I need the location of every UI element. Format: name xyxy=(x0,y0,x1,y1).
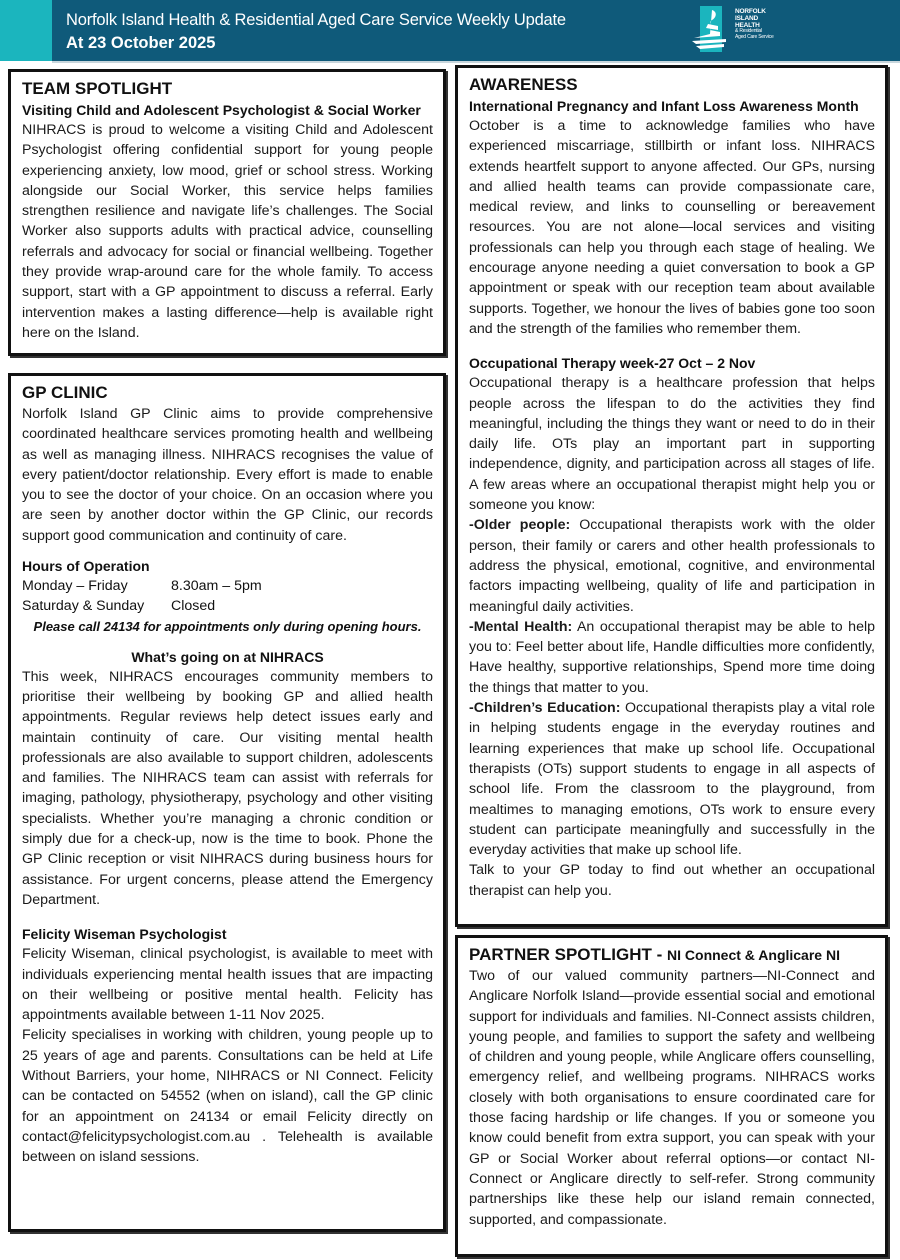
hours-time: 8.30am – 5pm xyxy=(171,578,262,595)
ot-closing: Talk to your GP today to find out whether an occupational therapist can help you. xyxy=(469,862,875,899)
partner-names: NI Connect & Anglicare NI xyxy=(667,947,840,963)
header-accent-block xyxy=(0,0,52,61)
ot-week-heading: Occupational Therapy week-27 Oct – 2 Nov xyxy=(469,355,756,372)
telehealth-text: . Telehealth is available between on island sessions. xyxy=(22,1128,433,1166)
hours-row xyxy=(22,576,433,596)
header-banner xyxy=(0,0,900,61)
header-divider xyxy=(52,61,900,63)
nihracs-logo-icon xyxy=(690,6,732,52)
hours-days: Monday – Friday xyxy=(22,578,128,595)
logo-wordmark: NORFOLK ISLAND HEALTH & Residential Aged Care Service xyxy=(735,8,774,40)
ot-item-text: An occupational therapist may be able to help you to: Feel better about life, Handle difficulties more confidently, Have healthy, supportive relationships, Spend more time doing the things that matter to you. xyxy=(469,618,875,696)
newsletter-title: Norfolk Island Health & Residential Aged Care Service Weekly Update xyxy=(66,11,566,29)
ot-item-mental-health xyxy=(469,617,875,698)
team-spotlight-subtitle: Visiting Child and Adolescent Psychologist & Social Worker xyxy=(22,102,421,118)
ot-item-label: -Older people: xyxy=(469,517,571,534)
partner-spotlight-section xyxy=(455,935,888,1257)
hours-days: Saturday & Sunday xyxy=(22,598,145,615)
awareness-subtitle: International Pregnancy and Infant Loss Awareness Month xyxy=(469,98,859,114)
gp-clinic-body: Norfolk Island GP Clinic aims to provide comprehensive coordinated healthcare services promoting health and wellbeing as well as managing illness. NIHRACS recognises the value of every patient/doctor relationship. Every effort is made to enable you to see the doctor of your choice. On an occasion where you are seen by another doctor within the GP Clinic, our records support good communication and continuity of care. xyxy=(22,406,433,544)
team-spotlight-title: TEAM SPOTLIGHT xyxy=(22,79,173,98)
ot-item-label: -Mental Health: xyxy=(469,618,573,635)
team-spotlight-section xyxy=(8,69,446,356)
hours-heading: Hours of Operation xyxy=(22,558,150,575)
partner-spotlight-label: PARTNER SPOTLIGHT - xyxy=(469,945,668,964)
whats-on-body: This week, NIHRACS encourages community members to prioritise their wellbeing by booking GP and allied health appointments. Regular reviews help detect issues early and maintain continuity of care. Our visiting mental health professionals are also available to support children, adolescents and families. The NIHRACS team can assist with referrals for imaging, pathology, physiotherapy, psychology and other visiting specialists. Whether you’re managing a chronic condition or simply due for a check-up, now is the time to book. Phone the GP Clinic reception or visit NIHRACS during business hours for assistance. For urgent concerns, please attend the Emergency Department. xyxy=(22,668,433,908)
hours-row xyxy=(22,596,433,616)
awareness-title: AWARENESS xyxy=(469,75,578,94)
psychologist-body-1: Felicity Wiseman, clinical psychologist, is available to meet with individuals experiencing mental health issues that are impacting on their wellbeing or positive mental health. Felicity has appointments available between 1-11 Nov 2025. xyxy=(22,946,433,1024)
ot-item-text: Occupational therapists work with the older person, their family or carers and other health professionals to address the physical, emotional, cognitive, and environmental factors impacting wellbeing, quality of life and participation in meaningful daily activities. xyxy=(469,517,875,615)
psychologist-heading: Felicity Wiseman Psychologist xyxy=(22,926,227,943)
gp-clinic-section xyxy=(8,373,446,1232)
whats-on-heading: What’s going on at NIHRACS xyxy=(131,648,324,665)
team-spotlight-body: NIHRACS is proud to welcome a visiting Child and Adolescent Psychologist offering confidential support for young people experiencing anxiety, low mood, grief or school stress. Working alongside our Social Worker, this service helps families strengthen resilience and navigate life’s challenges. The Social Worker also supports adults with practical advice, counselling referrals and advocacy for social or financial wellbeing. Together they provide wrap-around care for the whole family. To access support, start with a GP appointment to discuss a referral. Early intervention makes a lasting difference—help is available right here on the Island. xyxy=(22,122,433,341)
newsletter-date: At 23 October 2025 xyxy=(66,34,216,52)
nihracs-logo xyxy=(690,6,790,54)
ot-week-body: Occupational therapy is a healthcare profession that helps people across the lifespan to do the activities they find meaningful, including the things they want or need to do in their daily life. OTs play an important part in supporting independence, dignity, and participation across all stages of life. A few areas where an occupational therapist might help you or someone you know: xyxy=(469,375,875,514)
partner-spotlight-body: Two of our valued community partners—NI-Connect and Anglicare Norfolk Island—provide essential social and emotional support for individuals and families. NI-Connect assists children, young people, and families to support the safety and wellbeing of children and young people, while Anglicare offers counselling, emergency relief, and wellbeing programs. NIHRACS works closely with both organisations to ensure coordinated care for those facing hardship or life changes. If you or someone you know could benefit from extra support, you can speak with your GP or Social Worker about referral options—or contact NI-Connect or Anglicare directly to self-refer. Strong community partnerships like these help our island remain connected, supported, and compassionate. xyxy=(469,968,875,1228)
psychologist-contact-text: Felicity specialises in working with children, young people up to 25 years of age and parents. Consultations can be held at Life Without Barriers, your home, NIHRACS or NI Connect. Felicity can be contacted on 54552 (when on island), call the GP clinic for an appointment on 24134 or email Felicity directly on xyxy=(22,1027,433,1125)
appointment-note: Please call 24134 for appointments only during opening hours. xyxy=(33,618,422,634)
ot-item-older-people xyxy=(469,515,875,616)
psychologist-email-link[interactable]: contact@felicitypsychologist.com.au xyxy=(22,1128,251,1145)
ot-item-label: -Children’s Education: xyxy=(469,700,621,717)
hours-time: Closed xyxy=(171,598,216,615)
partner-spotlight-title xyxy=(469,944,875,966)
psychologist-body-2 xyxy=(22,1025,433,1167)
awareness-body: October is a time to acknowledge families who have experienced miscarriage, stillbirth or infant loss. NIHRACS extends heartfelt support to anyone affected. Our GPs, nursing and allied health teams can provide compassionate care, medical review, and links to counselling or bereavement resources. You are not alone—local services and visiting professionals can help you through each stage of healing. We encourage anyone needing a quiet conversation to book a GP appointment or speak with our reception team about available supports. Together, we honour the lives of babies gone too soon and the strength of the families who remember them. xyxy=(469,118,875,337)
awareness-section xyxy=(455,65,888,927)
ot-item-text: Occupational therapists play a vital role in helping students engage in the everyday routines and learning experiences that make up school life. Occupational therapists (OTs) support students to engage in all aspects of school life. From the classroom to the playground, from mealtimes to managing emotions, OTs work to ensure every student can participate meaningfully and successfully in the everyday activities that make up school life. xyxy=(469,700,876,859)
ot-item-childrens-education xyxy=(469,698,875,860)
gp-clinic-title: GP CLINIC xyxy=(22,383,108,402)
